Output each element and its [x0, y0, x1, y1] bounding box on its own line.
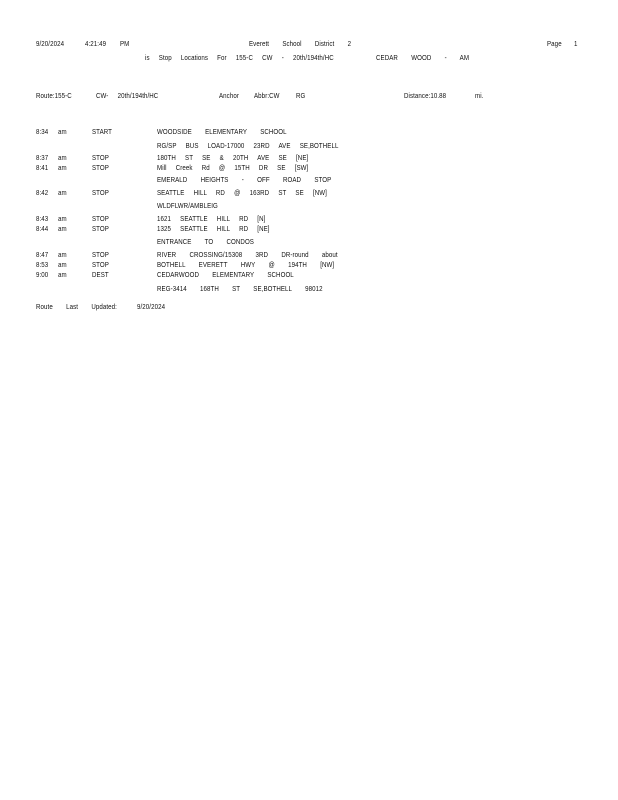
route-direction: CW- 20th/194th/HC [96, 91, 159, 100]
district-title: Everett School District 2 [249, 39, 352, 48]
stop-type: STOP [92, 163, 109, 172]
report-ampm: PM [120, 39, 130, 48]
page-label: Page [547, 39, 562, 48]
stop-location-detail: WLDFLWR/AMBLEIG [157, 201, 218, 210]
stop-ampm: am [58, 163, 67, 172]
route-abbr: Abbr:CW [254, 91, 280, 100]
stop-location: 180TH ST SE & 20TH AVE SE [NE] [157, 153, 309, 162]
stop-type: STOP [92, 214, 109, 223]
stop-location: CEDARWOOD ELEMENTARY SCHOOL [157, 270, 294, 279]
stop-time: 8:53 [36, 260, 49, 269]
stop-location: 1621 SEATTLE HILL RD [N] [157, 214, 266, 223]
stop-time: 8:42 [36, 188, 49, 197]
stop-location: Mill Creek Rd @ 15TH DR SE [SW] [157, 163, 309, 172]
stop-location: WOODSIDE ELEMENTARY SCHOOL [157, 127, 287, 136]
school-session: CEDAR WOOD - AM [376, 53, 470, 62]
stop-time: 8:37 [36, 153, 49, 162]
report-time: 4:21:49 [85, 39, 107, 48]
stop-type: STOP [92, 224, 109, 233]
stop-type: STOP [92, 260, 109, 269]
stop-location-detail: ENTRANCE TO CONDOS [157, 237, 255, 246]
stop-location: 1325 SEATTLE HILL RD [NE] [157, 224, 270, 233]
stop-location: BOTHELL EVERETT HWY @ 194TH [NW] [157, 260, 335, 269]
stop-time: 8:47 [36, 250, 49, 259]
stop-ampm: am [58, 250, 67, 259]
route-distance: Distance:10.88 [404, 91, 447, 100]
stop-type: STOP [92, 188, 109, 197]
stop-time: 8:41 [36, 163, 49, 172]
stop-ampm: am [58, 224, 67, 233]
stop-location-detail: RG/SP BUS LOAD-17000 23RD AVE SE,BOTHELL [157, 141, 339, 150]
stop-time: 8:44 [36, 224, 49, 233]
stop-ampm: am [58, 127, 67, 136]
stop-ampm: am [58, 260, 67, 269]
route-id: Route:155-C [36, 91, 72, 100]
stop-time: 9:00 [36, 270, 49, 279]
distance-unit: mi. [475, 91, 484, 100]
stop-type: START [92, 127, 113, 136]
stop-time: 8:43 [36, 214, 49, 223]
stop-location-detail: REG-3414 168TH ST SE,BOTHELL 98012 [157, 284, 323, 293]
report-date: 9/20/2024 [36, 39, 65, 48]
stop-location: SEATTLE HILL RD @ 163RD ST SE [NW] [157, 188, 327, 197]
stop-type: DEST [92, 270, 109, 279]
page-number: 1 [574, 39, 578, 48]
footer-label: Route Last Updated: [36, 302, 117, 311]
report-subtitle: is Stop Locations For 155-C CW - 20th/194th/HC [145, 53, 334, 62]
stop-ampm: am [58, 153, 67, 162]
stop-location: RIVER CROSSING/15308 3RD DR-round about [157, 250, 338, 259]
stop-ampm: am [58, 214, 67, 223]
stop-ampm: am [58, 188, 67, 197]
anchor-label: Anchor [219, 91, 239, 100]
stop-location-detail: EMERALD HEIGHTS - OFF ROAD STOP [157, 175, 332, 184]
route-rg: RG [296, 91, 306, 100]
stop-ampm: am [58, 270, 67, 279]
stop-time: 8:34 [36, 127, 49, 136]
footer-date: 9/20/2024 [137, 302, 166, 311]
stop-type: STOP [92, 153, 109, 162]
stop-type: STOP [92, 250, 109, 259]
